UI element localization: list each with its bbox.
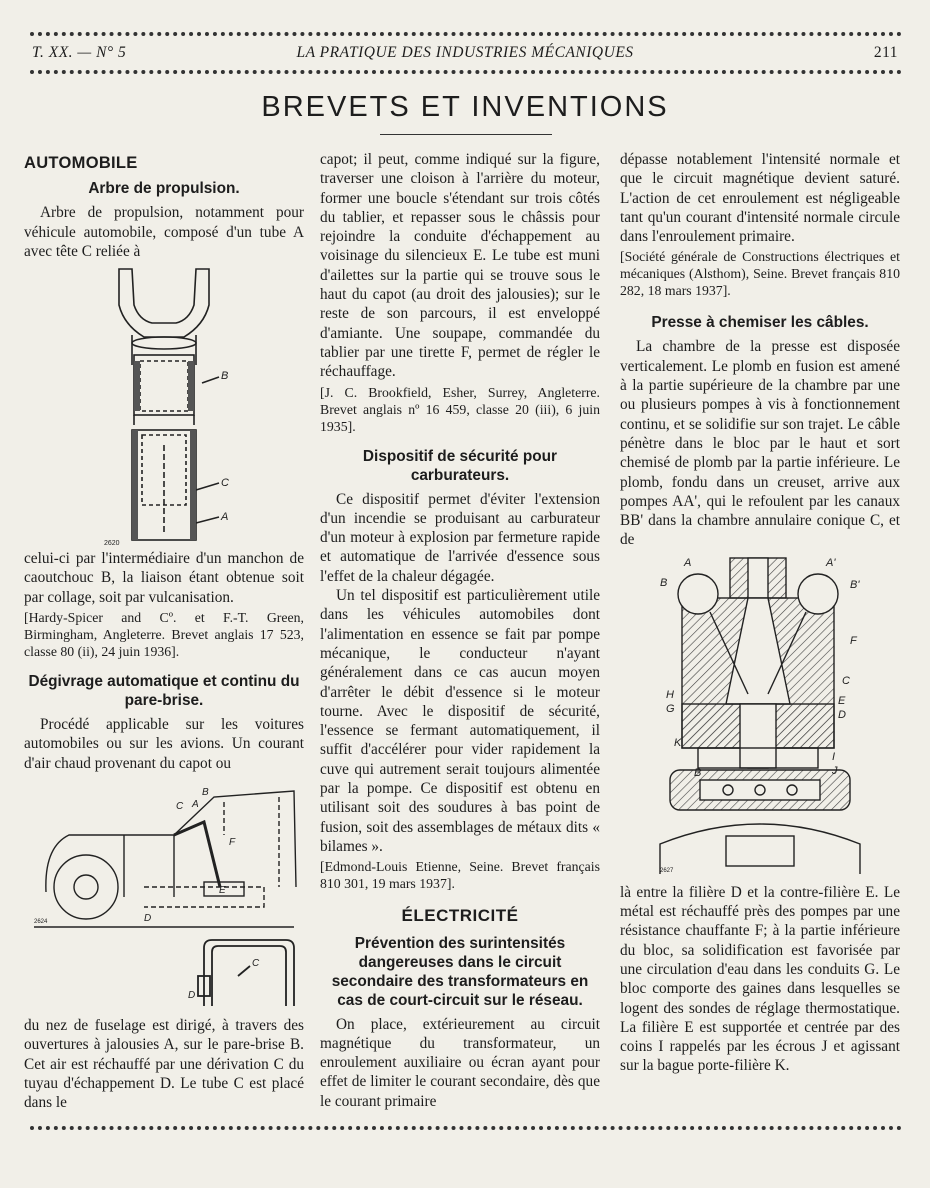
fig4-label-j: J [832,764,838,777]
fig4-label-i: I [832,750,836,763]
fig4-label-c: C [842,674,850,687]
fig4-label-k: K [674,736,682,749]
fig4-label-f: F [850,634,857,647]
journal-title: LA PRATIQUE DES INDUSTRIES MÉCANIQUES [296,44,634,61]
propeller-shaft-drawing [24,265,304,545]
section-heading-electricite: ÉLECTRICITÉ [401,906,519,926]
article-surintensites-end: dépasse notablement l'intensité normale et que le circuit magnétique devient saturé. L'action de cet enroulement est négligeable tant qu'un courant d'intensité normale circule dans l'enroulement primaire. [620,151,900,246]
article-arbre-intro: Arbre de propulsion, notamment pour véhicule automobile, composé d'un tube A avec tête C reliée à [24,204,304,260]
article-degivrage-continued: du nez de fuselage est dirigé, à travers des ouvertures à jalousies A, sur le pare-brise B. Cet air est réchauffé par une dérivation C du tuyau d'échappement D. Le tube C est placé dans le [24,1016,304,1112]
fig2-label-a: A [192,798,199,810]
article-arbre-continued: celui-ci par l'intermédiaire d'un manchon de caoutchouc B, la liaison étant obtenue soit par collage, soit par vulcanisation. [24,550,304,606]
fig2-label-f: F [229,836,236,848]
fig4-label-e: E [838,694,846,707]
header-dotted-rule [30,70,902,74]
fig2-label-d: D [144,912,152,924]
bottom-dotted-rule [30,1126,902,1130]
fig2-label-b: B [202,786,209,798]
fig1-label-a: A [221,511,229,524]
volume-number: T. XX. — N° 5 [32,44,127,61]
article-carburateurs-reference: [Edmond-Louis Etienne, Seine. Brevet français 810 301, 19 mars 1937]. [320,859,600,892]
fig2-code: 2624 [34,918,48,925]
column-1 [24,150,304,1112]
fig4-label-b-prime: B' [850,578,860,591]
fig2-label-c: C [176,800,184,812]
fig3-label-c: C [252,957,260,969]
fig3-label-d: D [188,989,196,1001]
article-carburateurs-p2: Un tel dispositif est particulièrement utile dans les véhicules automobiles dont l'alimentation en essence se fait par pompe mécanique, le conducteur n'ayant généralement dans ce cas aucun moyen d'arrêter le débit d'essence si le moteur tourne. Avec le dispositif de sécurité, l'essence se fermant automatiquement, il suffit d'accélérer pour vider rapidement la cuve qui autrement serait toujours alimentée par la pompe. Ce dispositif est obtenu en utilisant soit des soudures à bas point de fusion, soit des assemblages de métaux dits « bilames ». [320,587,600,855]
figure-cable-press [620,554,900,879]
article-title-presse: Presse à chemiser les câbles. [651,314,869,332]
article-title-surintensites: Prévention des surintensités dangereuses dans le circuit secondaire des transformateurs en cas de court-circuit sur le réseau. [331,934,589,1009]
cable-press-drawing [620,554,900,879]
fig1-code: 2620 [104,540,120,546]
article-degivrage-reference: [J. C. Brookfield, Esher, Surrey, Angleterre. Brevet anglais nº 16 459, classe 20 (iii), 6 juin 1935]. [320,384,600,434]
article-presse-p1: La chambre de la presse est disposée verticalement. Le plomb en fusion est amené à la partie supérieure de la chambre par une ou plusieurs pompes à vis à fonctionnement continu, et se solidifie sur son trajet. Le câble pénètre dans le bloc par le haut et sort chemisé de plomb par la partie inférieure. Le plomb, fondu dans un creuset, arrive aux pompes AA', qui le refoulent par les canaux BB' dans la chambre annulaire conique C, et de [620,338,900,549]
fig4-label-g: G [666,702,675,715]
article-title-carburateurs: Dispositif de sécurité pour carburateurs. [362,447,558,484]
fig1-label-c: C [221,477,229,490]
figure-tube-loop [24,936,304,1012]
top-dotted-rule [30,32,902,36]
article-title-degivrage: Dégivrage automatique et continu du pare-brise. [28,673,300,710]
column-2 [320,150,600,1111]
fig4-label-b-lower: B [694,766,702,779]
figure-propeller-shaft [24,265,304,545]
fig4-label-h: H [666,688,674,701]
article-surintensites-p1: On place, extérieurement au circuit magnétique du transformateur, un enroulement auxiliaire ou écran ayant pour effet de limiter le courant secondaire, dès que le courant primaire [320,1015,600,1110]
page-title: BREVETS ET INVENTIONS [261,91,669,123]
article-title-arbre: Arbre de propulsion. [88,180,240,198]
tube-loop-drawing [24,936,304,1012]
article-arbre-reference: [Hardy-Spicer and Cº. et F.-T. Green, Birmingham, Angleterre. Brevet anglais 17 523, classe 80 (ii), 24 juin 1936]. [24,610,304,660]
fig4-label-b: B [660,576,668,589]
article-degivrage-intro: Procédé applicable sur les voitures automobiles ou sur les avions. Un courant d'air chaud provenant du capot ou [24,716,304,772]
figure-car-defroster [24,777,304,932]
page-number: 211 [873,44,898,61]
running-header [32,42,898,66]
fig2-label-e: E [219,884,226,896]
car-defroster-drawing [24,777,304,932]
fig4-label-d: D [838,708,846,721]
fig4-label-a-prime: A' [826,556,836,569]
fig4-label-a: A [684,556,692,569]
fig4-code: 2627 [660,867,674,874]
column-3 [620,150,900,1076]
article-degivrage-end: capot; il peut, comme indiqué sur la figure, traverser une cloison à l'arrière du moteur, former une boucle s'étendant sur trois côtés du tablier, et repasser sous le châssis pour rejoindre la conduite d'échappement au voisinage du silencieux E. Le tube est muni d'ailettes sur la partie qui se trouve sous le haut du capot (au droit des jalousies); sur le reste de son parcours, il est enveloppé d'amiante. Une soupape, commandée du tablier par une tirette F, permet de régler le réchauffage. [320,151,600,381]
section-heading-automobile: AUTOMOBILE [24,154,138,172]
article-carburateurs-p1: Ce dispositif permet d'éviter l'extension d'un incendie se produisant au carburateur d'un moteur à explosion par fermeture rapide et automatique de l'arrivée d'essence sous l'effet de la chaleur dégagée. [320,490,600,585]
article-surintensites-reference: [Société générale de Constructions électriques et mécaniques (Alsthom), Seine. Brevet français 810 282, 18 mars 1937]. [620,249,900,299]
article-presse-continued: là entre la filière D et la contre-filière E. Le métal est réchauffé près des pompes par une résistance chauffante F; à la partie inférieure du bloc, sa solidification est favorisée par une circulation d'eau dans les conduits G. Le bloc comporte des gaines dans lesquelles se logent des sondes de réglage thermostatique. La filière E est supportée et centrée par des coins I rappelés par les écrous J et agissant sur la bague porte-filière K. [620,883,900,1075]
fig1-label-b: B [221,370,229,383]
title-underline [380,134,552,135]
